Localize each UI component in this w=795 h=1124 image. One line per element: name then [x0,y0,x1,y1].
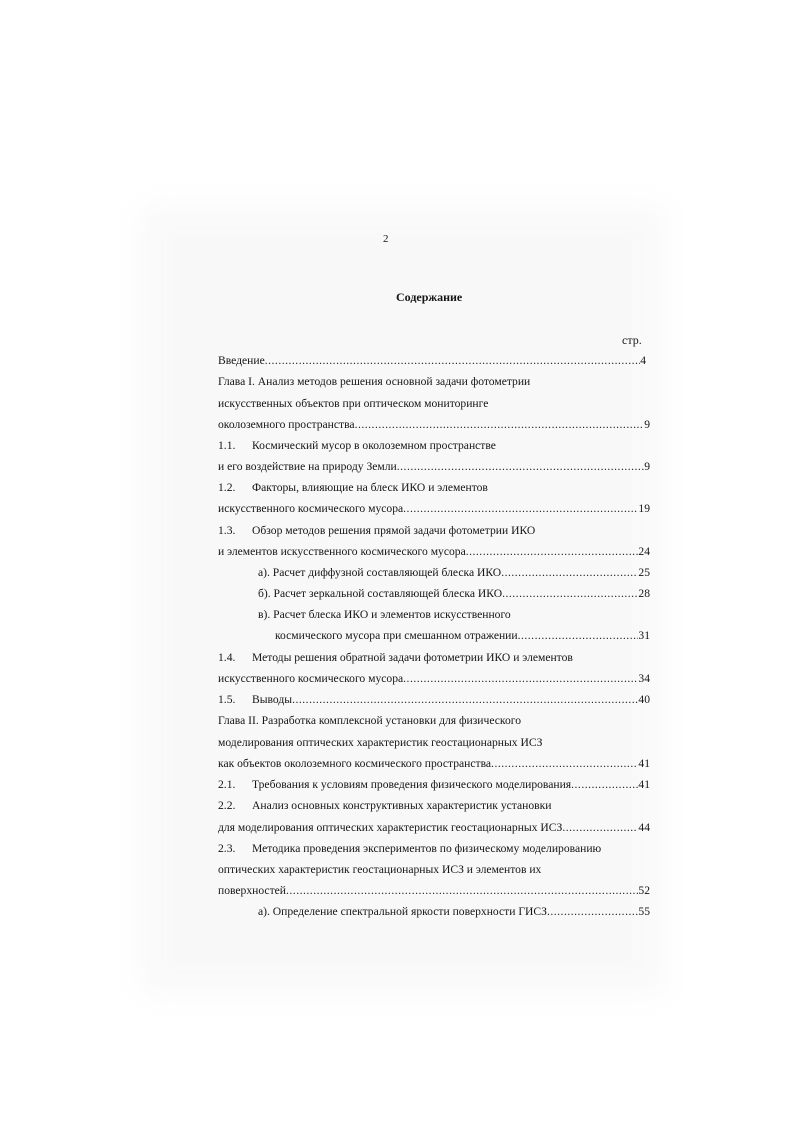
toc-entry-1-3 [218,545,650,559]
section-title: Анализ основных конструктивных характеристик установки [252,799,552,812]
toc-section-1-2-line-1 [218,481,488,495]
toc-entry-text [218,693,292,707]
section-number: 2.2. [218,799,236,812]
section-title: Требования к условиям проведения физического моделирования [252,778,572,791]
toc-chapter-2-line-2: моделирования оптических характеристик геостационарных ИСЗ [218,736,543,749]
toc-entry-text: и его воздействие на природу Земли [218,460,397,473]
toc-entry-1-3-a [258,566,650,580]
toc-page-number: 40 [638,693,650,706]
toc-page-number: 24 [638,545,650,558]
section-title: Обзор методов решения прямой задачи фотометрии ИКО [252,524,536,537]
toc-entry-text: как объектов околоземного космического пространства [218,757,492,770]
section-number: 2.1. [218,778,236,791]
toc-entry-text: а). Определение спектральной яркости поверхности ГИСЗ [258,905,547,918]
dot-leader [265,354,640,368]
toc-entry-text: космического мусора при смешанном отражении [275,629,518,642]
dot-leader [466,545,639,559]
dot-leader [491,757,638,771]
section-number: 1.4. [218,651,236,664]
toc-chapter-1-line-2: искусственных объектов при оптическом мониторинге [218,397,489,410]
dot-leader [571,778,638,792]
toc-page-number: 4 [640,354,646,367]
section-number: 1.3. [218,524,236,537]
section-title: Выводы [252,693,293,706]
section-title: Методы решения обратной задачи фотометрии ИКО и элементов [252,651,573,664]
dot-leader [403,502,638,516]
toc-entry-1-2 [218,502,650,516]
toc-entry-text: для моделирования оптических характеристик геостационарных ИСЗ [218,821,563,834]
toc-entry-text: б). Расчет зеркальной составляющей блеска ИКО [258,587,503,600]
toc-page-number: 9 [644,460,650,473]
section-number: 1.2. [218,481,236,494]
toc-entry-1-3-b [258,587,650,601]
toc-chapter-2-line-1: Глава II. Разработка комплексной установки для физического [218,714,521,727]
toc-chapter-1-line-1: Глава I. Анализ методов решения основной задачи фотометрии [218,375,531,388]
toc-entry-text: поверхностей [218,884,287,897]
toc-entry-1-3-c [275,629,650,643]
toc-section-1-1-line-1 [218,439,496,453]
toc-page-number: 55 [638,905,650,918]
dot-leader [403,672,638,686]
section-title: Факторы, влияющие на блеск ИКО и элементов [252,481,488,494]
toc-page-number: 41 [638,778,650,791]
dot-leader [502,587,638,601]
toc-entry-1-1 [218,460,650,474]
section-number: 2.3. [218,842,236,855]
toc-entry-2-3 [218,884,650,898]
toc-section-2-3-line-1 [218,842,601,856]
dot-leader [397,460,644,474]
toc-section-1-3-c-line-1: в). Расчет блеска ИКО и элементов искусственного [258,608,511,621]
toc-entry-intro [218,354,646,368]
toc-page-number: 52 [638,884,650,897]
dot-leader [286,884,638,898]
toc-entry-text: а). Расчет диффузной составляющей блеска ИКО [258,566,502,579]
toc-page-number: 34 [638,672,650,685]
toc-page-number: 44 [638,821,650,834]
page-title: Содержание [396,290,463,304]
section-number: 1.1. [218,439,236,452]
toc-entry-1-5 [218,693,650,707]
toc-entry-2-3-a [258,905,650,919]
toc-page-number: 41 [638,757,650,770]
toc-entry-text: искусственного космического мусора [218,672,404,685]
toc-entry-text: околоземного пространства [218,418,355,431]
toc-page-number: 25 [638,566,650,579]
section-number: 1.5. [218,693,236,706]
dot-leader [501,566,638,580]
toc-entry-text: и элементов искусственного космического мусора [218,545,466,558]
toc-section-2-3-line-2: оптических характеристик геостационарных ИСЗ и элементов их [218,863,542,876]
dot-leader [547,905,638,919]
dot-leader [292,693,638,707]
section-title: Методика проведения экспериментов по физическому моделированию [252,842,602,855]
toc-page-number: 9 [644,418,650,431]
toc-entry-chapter-1 [218,418,650,432]
toc-section-1-3-line-1 [218,524,535,538]
toc-entry-2-1 [218,778,650,792]
dot-leader [518,629,639,643]
section-title: Космический мусор в околоземном пространстве [252,439,496,452]
page-column-label: стр. [622,333,642,347]
toc-entry-2-2 [218,821,650,835]
toc-entry-text: Введение [218,354,265,367]
page-number: 2 [383,233,389,245]
toc-entry-text [218,778,571,792]
toc-page-number: 19 [638,502,650,515]
toc-page-number: 28 [638,587,650,600]
toc-section-2-2-line-1 [218,799,551,813]
toc-entry-chapter-2 [218,757,650,771]
toc-entry-1-4 [218,672,650,686]
toc-section-1-4-line-1 [218,651,573,665]
toc-page-number: 31 [638,629,650,642]
dot-leader [562,821,638,835]
toc-entry-text: искусственного космического мусора [218,502,404,515]
dot-leader [355,418,645,432]
